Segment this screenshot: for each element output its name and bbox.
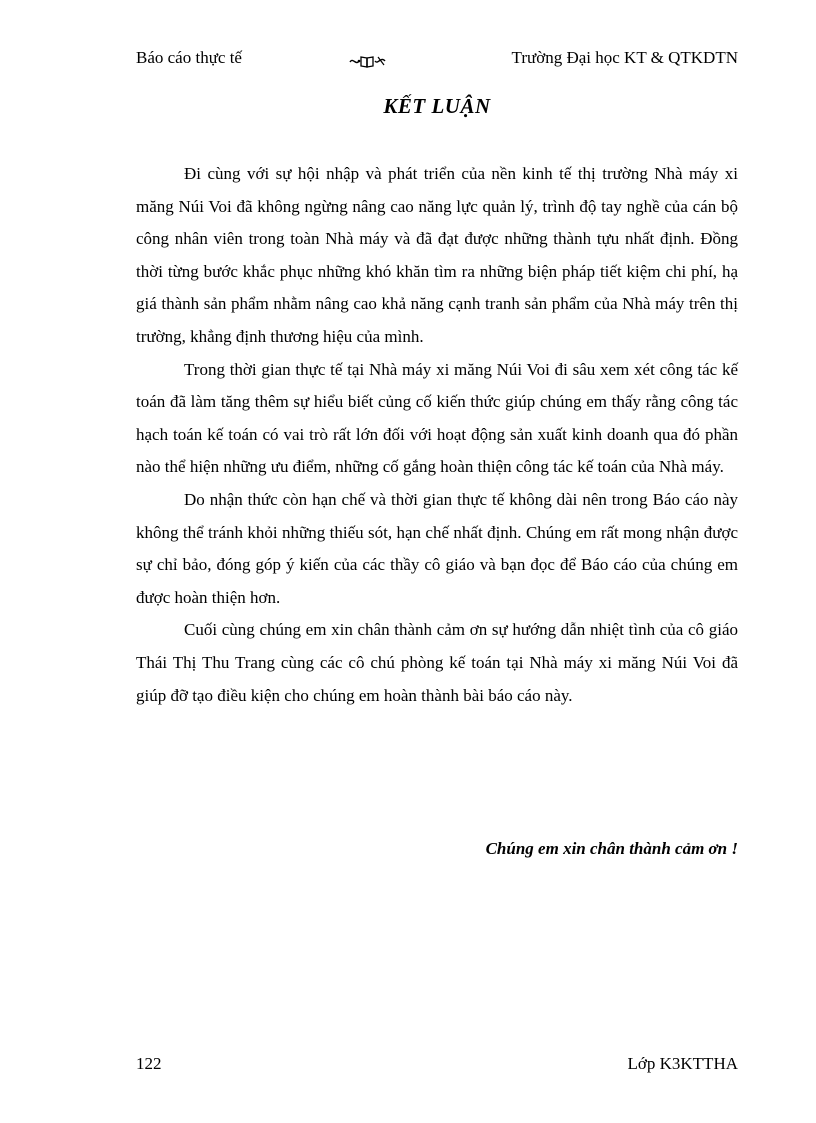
page-header	[136, 48, 738, 74]
book-ornament-icon	[348, 53, 388, 69]
page-footer	[136, 1054, 738, 1078]
paragraph: Cuối cùng chúng em xin chân thành cảm ơn sự hướng dẫn nhiệt tình của cô giáo Thái Thị Thu Trang cùng các cô chú phòng kế toán tại Nhà máy xi măng Núi Voi đã giúp đỡ tạo điều kiện cho chúng em hoàn thành bài báo cáo này.	[136, 620, 738, 705]
header-university-label: Trường Đại học KT & QTKDTN	[511, 48, 738, 67]
paragraph: Trong thời gian thực tế tại Nhà máy xi măng Núi Voi đi sâu xem xét công tác kế toán đã làm tăng thêm sự hiểu biết củng cố kiến thức giúp chúng em thấy rằng công tác hạch toán kế toán có vai trò rất lớn đối với hoạt động sản xuất kinh doanh qua đó phần nào thể hiện những ưu điểm, những cố gắng hoàn thiện công tác kế toán của Nhà máy.	[136, 359, 738, 477]
page-title: KẾT LUẬN	[383, 94, 491, 118]
paragraph: Đi cùng với sự hội nhập và phát triển của nền kinh tế thị trường Nhà máy xi măng Núi Voi đã không ngừng nâng cao năng lực quản lý, trình độ tay nghề của cán bộ công nhân viên trong toàn Nhà máy và đã đạt được những thành tựu nhất định. Đồng thời từng bước khắc phục những khó khăn tìm ra những biện pháp tiết kiệm chi phí, hạ giá thành sản phẩm nhằm nâng cao khả năng cạnh tranh sản phẩm của Nhà máy trên thị trường, khẳng định thương hiệu của mình.	[136, 164, 738, 346]
class-label: Lớp K3KTTHA	[627, 1054, 738, 1073]
closing-thanks: Chúng em xin chân thành cảm ơn !	[485, 839, 738, 858]
conclusion-body	[136, 158, 738, 712]
page-number: 122	[136, 1054, 162, 1073]
header-report-label: Báo cáo thực tế	[136, 48, 242, 67]
paragraph: Do nhận thức còn hạn chế và thời gian thực tế không dài nên trong Báo cáo này không thể tránh khỏi những thiếu sót, hạn chế nhất định. Chúng em rất mong nhận được sự chỉ bảo, đóng góp ý kiến của các thầy cô giáo và bạn đọc để Báo cáo của chúng em được hoàn thiện hơn.	[136, 489, 738, 607]
